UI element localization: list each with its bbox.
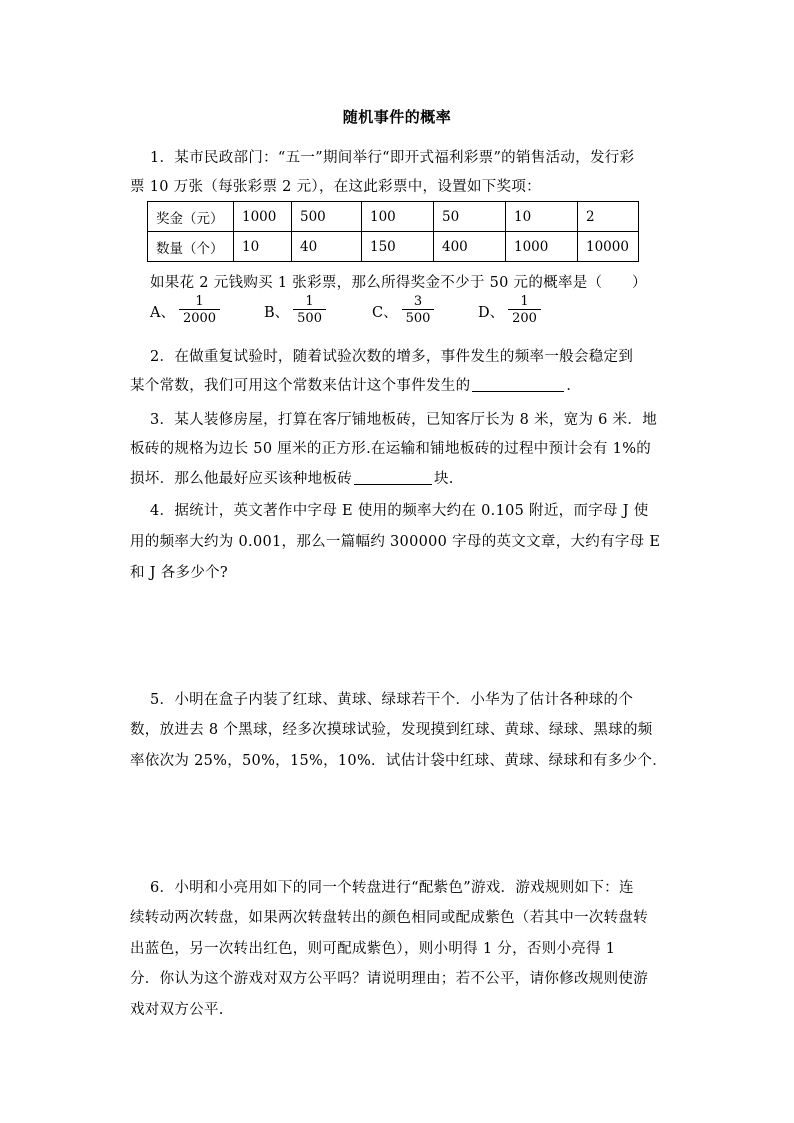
option-letter: B、 [264, 304, 290, 321]
q1-question: 如果花 2 元钱购买 1 张彩票，那么所得奖金不少于 50 元的概率是（ ） [150, 275, 647, 291]
fraction [293, 294, 326, 326]
table-cell: 1000 [234, 202, 292, 232]
option-letter: A、 [150, 304, 175, 321]
denominator: 2000 [179, 309, 220, 326]
numerator: 1 [520, 294, 529, 309]
q2-line-2 [130, 374, 581, 395]
table-cell: 400 [434, 232, 506, 262]
table-cell: 10 [506, 202, 578, 232]
page-title: 随机事件的概率 [342, 108, 452, 126]
q2-text-after: ． [566, 378, 582, 394]
option-b[interactable] [264, 294, 326, 326]
q6-line-2: 续转动两次转盘，如果两次转盘转出的颜色相同或配成紫色（若其中一次转盘转 [130, 910, 648, 926]
table-cell: 奖金（元） [148, 202, 234, 232]
q5-line-2: 数，放进去 8 个黑球，经多次摸球试验，发现摸到红球、黄球、绿球、黑球的频 [130, 722, 653, 738]
q6-line-4: 分．你认为这个游戏对双方公平吗？请说明理由；若不公平，请你修改规则使游 [130, 971, 648, 987]
option-letter: D、 [478, 304, 505, 321]
answer-blank[interactable] [354, 470, 432, 485]
table-cell: 10 [234, 232, 292, 262]
table-row [148, 202, 639, 232]
numerator: 1 [195, 294, 204, 309]
denominator: 200 [508, 309, 541, 326]
table-cell: 数量（个） [148, 232, 234, 262]
q4-line-2: 用的频率大约为 0.001，那么一篇幅约 300000 字母的英文文章，大约有字母 E [130, 534, 661, 550]
numerator: 1 [305, 294, 314, 309]
q3-line-3 [130, 467, 454, 488]
table-cell: 2 [578, 202, 639, 232]
table-cell: 50 [434, 202, 506, 232]
option-letter: C、 [372, 304, 398, 321]
option-a[interactable] [150, 294, 220, 326]
denominator: 500 [293, 309, 326, 326]
option-d[interactable] [478, 294, 541, 326]
q2-line-1: 2．在做重复试验时，随着试验次数的增多，事件发生的频率一般会稳定到 [150, 349, 634, 365]
numerator: 3 [413, 294, 423, 309]
table-row [148, 232, 639, 262]
fraction [508, 294, 541, 326]
option-c[interactable] [372, 294, 434, 326]
q6-line-3: 出蓝色，另一次转出红色，则可配成紫色），则小明得 1 分，否则小亮得 1 [130, 941, 616, 957]
fraction [179, 294, 220, 326]
table-cell: 100 [362, 202, 434, 232]
answer-blank[interactable] [472, 377, 564, 392]
q3-text-after: 块. [434, 471, 454, 487]
q3-line-1: 3．某人装修房屋，打算在客厅铺地板砖，已知客厅长为 8 米，宽为 6 米．地 [150, 412, 658, 428]
q1-line-1: 1．某市民政部门：“五一”期间举行“即开式福利彩票”的销售活动，发行彩 [150, 150, 635, 166]
fraction [402, 294, 435, 326]
q5-line-1: 5．小明在盒子内装了红球、黄球、绿球若干个．小华为了估计各种球的个 [150, 692, 634, 708]
q5-line-3: 率依次为 25%，50%，15%，10%．试估计袋中红球、黄球、绿球和有多少个． [130, 753, 668, 769]
prize-table [147, 201, 639, 262]
q6-line-1: 6．小明和小亮用如下的同一个转盘进行“配紫色”游戏．游戏规则如下：连 [150, 880, 634, 896]
q6-line-5: 戏对双方公平. [130, 1002, 224, 1018]
table-cell: 500 [292, 202, 362, 232]
table-cell: 150 [362, 232, 434, 262]
table-cell: 1000 [506, 232, 578, 262]
q3-line-2: 板砖的规格为边长 50 厘米的正方形.在运输和铺地板砖的过程中预计会有 1%的 [130, 441, 652, 457]
q3-text-before: 损坏．那么他最好应买该种地板砖 [130, 471, 352, 487]
denominator: 500 [402, 309, 435, 326]
table-cell: 10000 [578, 232, 639, 262]
q4-line-3: 和 J 各多少个? [130, 565, 229, 581]
table-cell: 40 [292, 232, 362, 262]
q4-line-1: 4．据统计，英文著作中字母 E 使用的频率大约在 0.105 附近，而字母 J 使 [150, 503, 649, 519]
q2-text-before: 某个常数，我们可用这个常数来估计这个事件发生的 [130, 378, 471, 394]
q1-line-2: 票 10 万张（每张彩票 2 元），在这此彩票中，设置如下奖项： [130, 179, 541, 195]
